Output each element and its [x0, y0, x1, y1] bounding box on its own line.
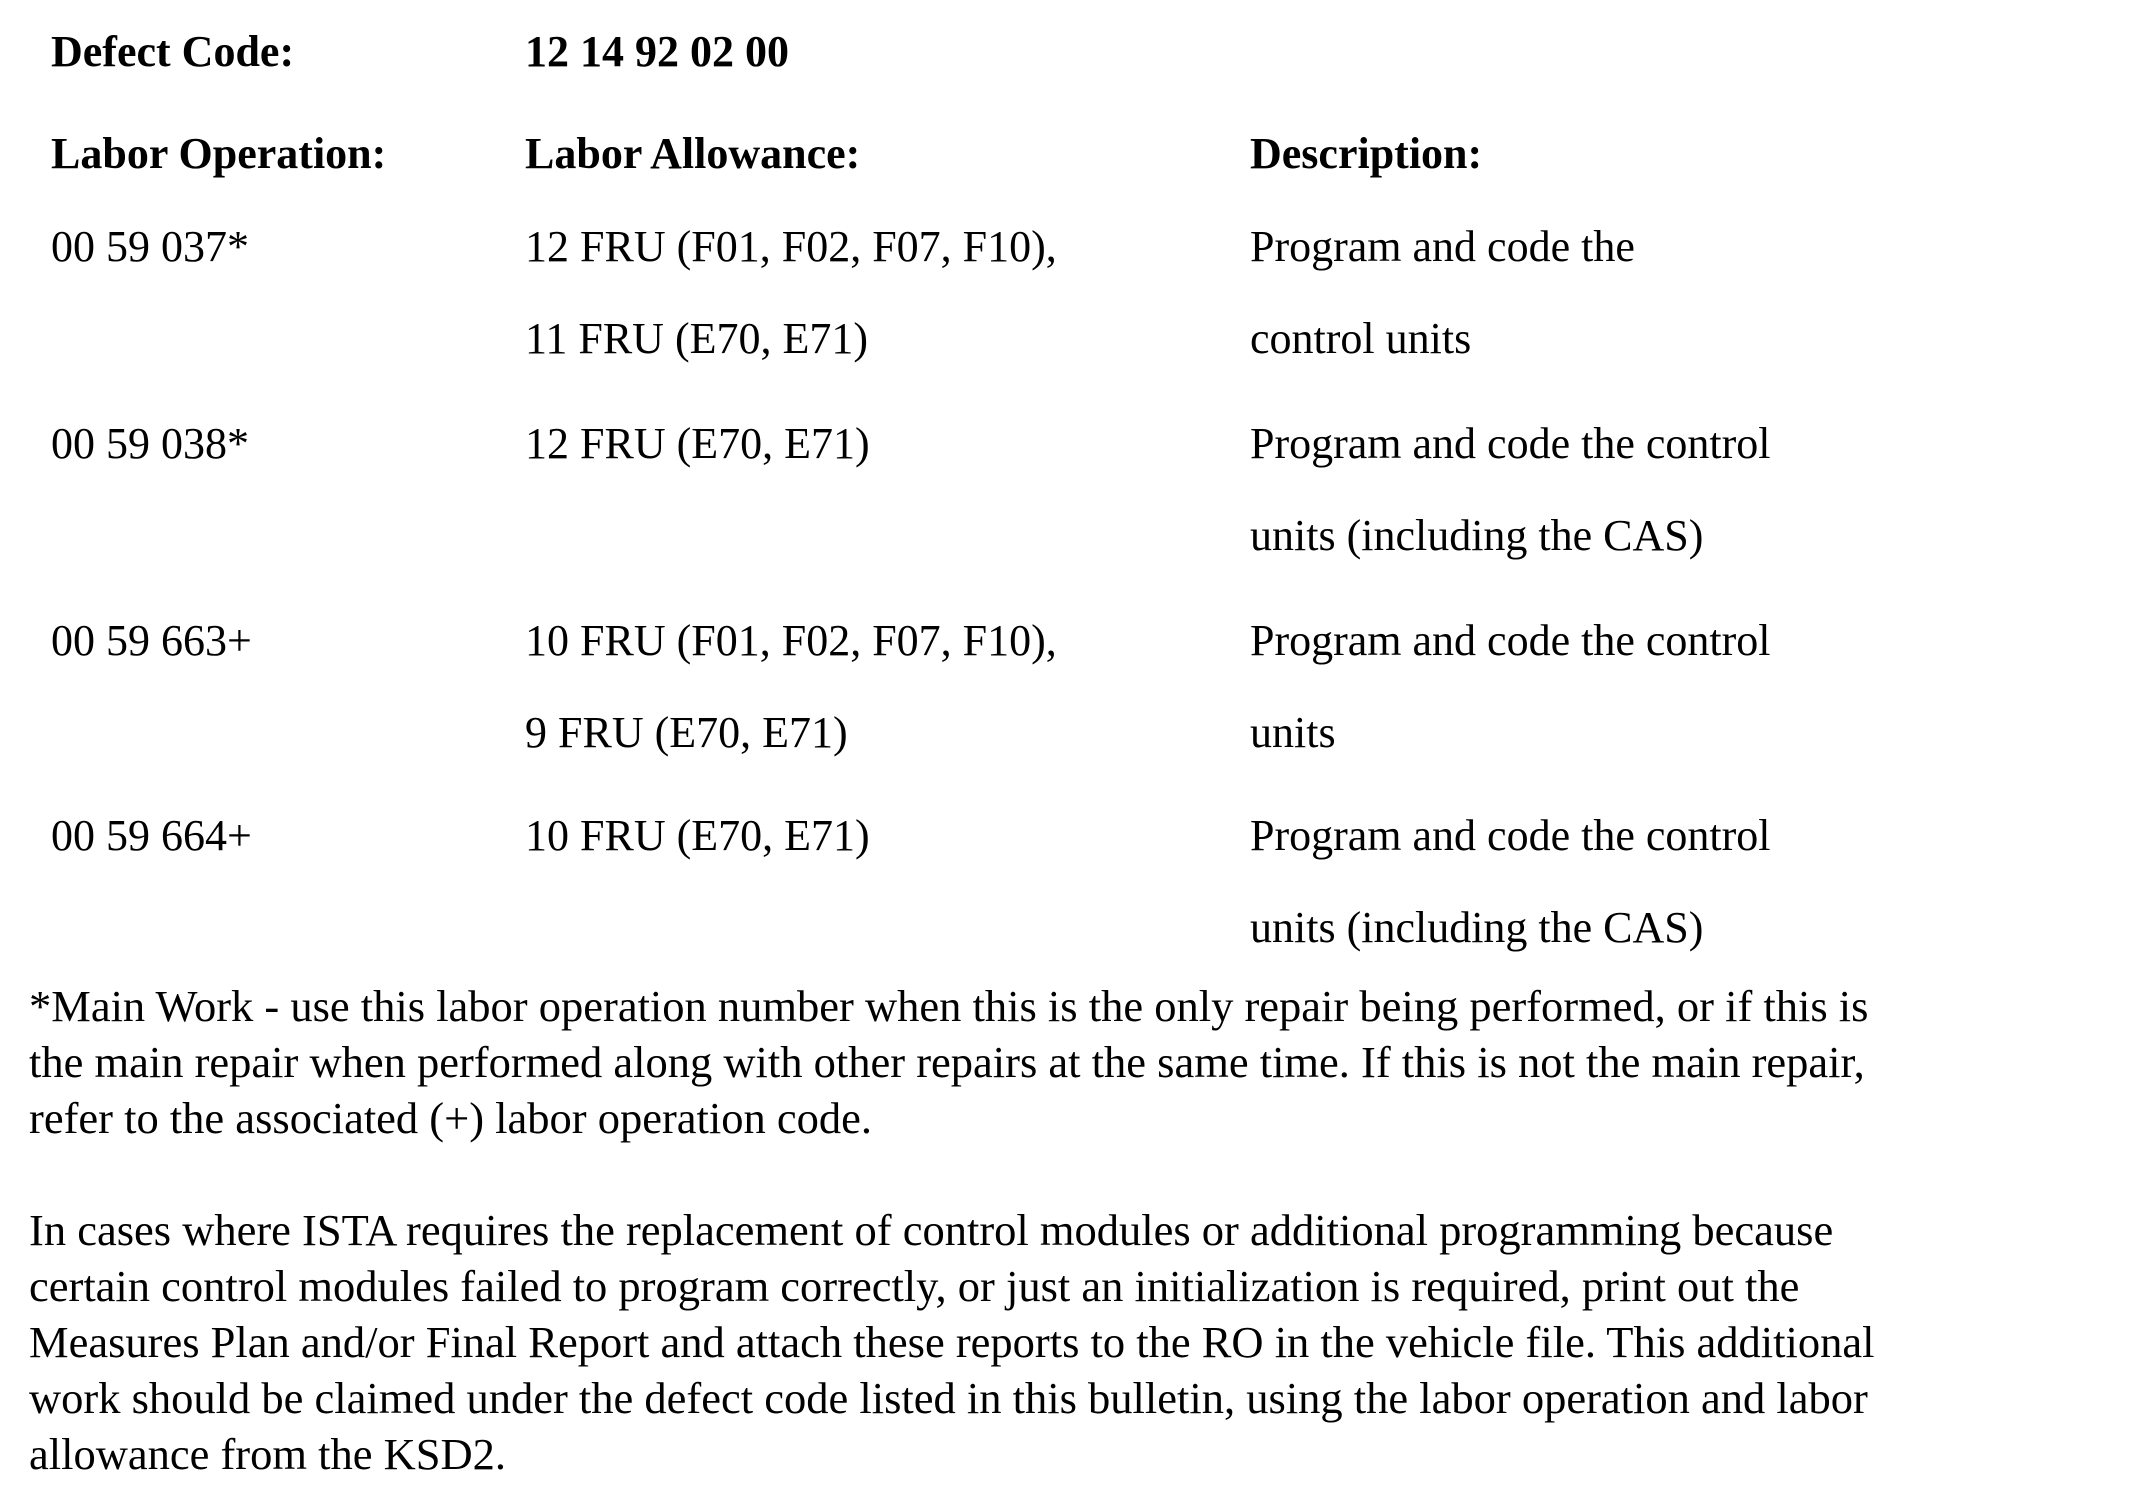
labor-operation-cell: 00 59 037* [51, 222, 249, 271]
defect-code-label: Defect Code: [51, 27, 295, 76]
note-line: certain control modules failed to program correctly, or just an initialization is required, print out the [29, 1261, 1800, 1311]
labor-allowance-cell: 12 FRU (F01, F02, F07, F10), [525, 222, 1057, 271]
labor-allowance-cell: 10 FRU (E70, E71) [525, 811, 870, 860]
defect-code-value: 12 14 92 02 00 [525, 27, 789, 76]
note-line: *Main Work - use this labor operation number when this is the only repair being performed, or if this is [29, 981, 1869, 1031]
labor-allowance-cell: 11 FRU (E70, E71) [525, 314, 869, 363]
labor-operation-cell: 00 59 664+ [51, 811, 252, 860]
labor-operation-cell: 00 59 663+ [51, 616, 252, 665]
description-cell: units (including the CAS) [1250, 511, 1704, 560]
labor-allowance-cell: 9 FRU (E70, E71) [525, 708, 848, 757]
labor-allowance-header: Labor Allowance: [525, 129, 861, 178]
note-line: the main repair when performed along with other repairs at the same time. If this is not the main repair, [29, 1037, 1865, 1087]
note-line: Measures Plan and/or Final Report and attach these reports to the RO in the vehicle file. This additional [29, 1317, 1875, 1367]
note-line: work should be claimed under the defect code listed in this bulletin, using the labor operation and labor [29, 1373, 1868, 1423]
description-cell: units (including the CAS) [1250, 903, 1704, 952]
labor-allowance-cell: 10 FRU (F01, F02, F07, F10), [525, 616, 1057, 665]
description-cell: control units [1250, 314, 1472, 363]
ista-note [29, 1202, 2119, 1482]
description-cell: Program and code the control [1250, 811, 1771, 860]
labor-allowance-cell: 12 FRU (E70, E71) [525, 419, 870, 468]
description-header: Description: [1250, 129, 1483, 178]
description-cell: Program and code the [1250, 222, 1635, 271]
note-line: In cases where ISTA requires the replacement of control modules or additional programming because [29, 1205, 1834, 1255]
description-cell: Program and code the control [1250, 419, 1771, 468]
main-work-note [29, 978, 2119, 1146]
description-cell: Program and code the control [1250, 616, 1771, 665]
labor-operation-header: Labor Operation: [51, 129, 387, 178]
description-cell: units [1250, 708, 1336, 757]
note-line: refer to the associated (+) labor operation code. [29, 1093, 873, 1143]
labor-operation-cell: 00 59 038* [51, 419, 249, 468]
note-line: allowance from the KSD2. [29, 1429, 507, 1479]
